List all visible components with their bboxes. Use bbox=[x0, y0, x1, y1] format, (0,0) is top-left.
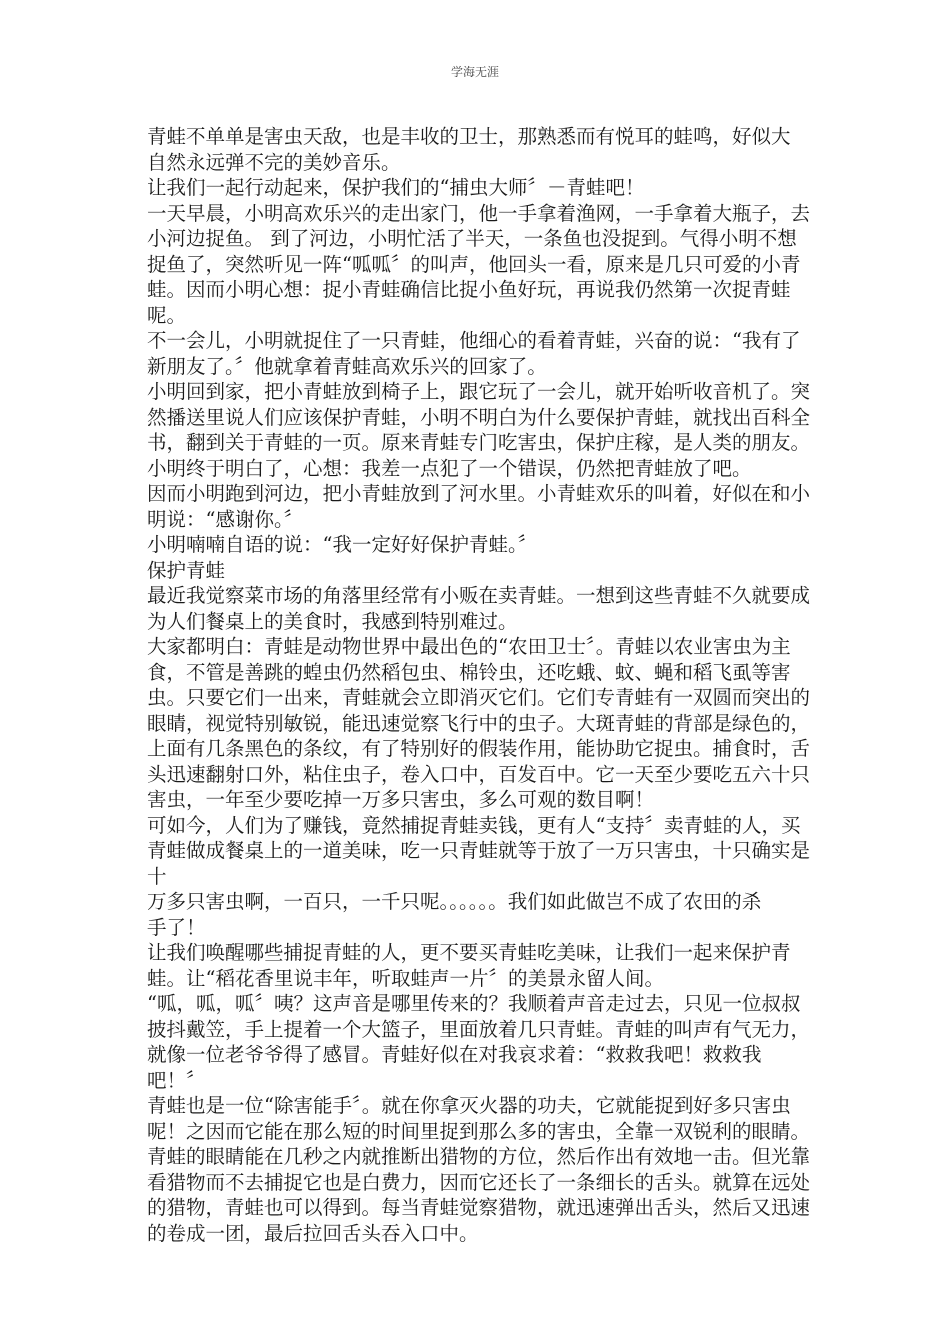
text-line: 蛙。让“稻花香里说丰年，听取蛙声一片〞的美景永留人间。 bbox=[147, 966, 664, 990]
text-line: 头迅速翻射口外，粘住虫子，卷入口中，百发百中。它一天至少要吃五六十只 bbox=[147, 762, 811, 786]
text-line: 书，翻到关于青蛙的一页。原来青蛙专门吃害虫，保护庄稼，是人类的朋友。 bbox=[147, 431, 811, 454]
text-line: 眼睛，视觉特别敏锐，能迅速觉察飞行中的虫子。大斑青蛙的背部是绿色的， bbox=[147, 711, 811, 735]
text-line: 披抖戴笠，手上提着一个大篮子，里面放着几只青蛙。青蛙的叫声有气无力， bbox=[147, 1017, 811, 1041]
text-line: 上面有几条黑色的条纹，有了特别好的假装作用，能协助它捉虫。捕食时，舌 bbox=[147, 737, 811, 760]
text-line: 呢。 bbox=[147, 303, 187, 327]
text-line: 蛙。因而小明心想：捉小青蛙确信比捉小鱼好玩，再说我仍然第一次捉青蛙 bbox=[147, 278, 791, 301]
text-line: 大家都明白：青蛙是动物世界中最出色的“农田卫士〞。青蛙以农业害虫为主 bbox=[147, 635, 791, 658]
text-line: 虫。只要它们一出来，青蛙就会立即消灭它们。它们专青蛙有一双圆而突出的 bbox=[147, 686, 811, 709]
text-line: 让我们一起行动起来，保护我们的“捕虫大师〞－青蛙吧！ bbox=[147, 176, 645, 199]
text-line: 十 bbox=[147, 864, 167, 888]
text-line: 为人们餐桌上的美食时，我感到特别难过。 bbox=[147, 609, 518, 633]
page-header: 学海无涯 bbox=[450, 65, 499, 79]
text-line: 然播送里说人们应该保护青蛙，小明不明白为什么要保护青蛙，就找出百科全 bbox=[147, 405, 811, 429]
text-line: 明说：“感谢你。〞 bbox=[147, 507, 304, 531]
text-line: 吧！〞 bbox=[147, 1068, 206, 1092]
text-line: 因而小明跑到河边，把小青蛙放到了河水里。小青蛙欢乐的叫着，好似在和小 bbox=[147, 482, 811, 505]
section-heading: 保护青蛙 bbox=[147, 558, 226, 582]
text-line: 自然永远弹不完的美妙音乐。 bbox=[147, 150, 401, 174]
text-line: 新朋友了。〞他就拿着青蛙高欢乐兴的回家了。 bbox=[147, 354, 547, 378]
text-line: 不一会儿，小明就捉住了一只青蛙，他细心的看着青蛙，兴奋的说：“我有了 bbox=[147, 329, 801, 352]
text-line: 青蛙也是一位“除害能手〞。就在你拿灭火器的功夫，它就能捉到好多只害虫 bbox=[147, 1094, 791, 1117]
text-line: 手了！ bbox=[147, 915, 206, 939]
text-line: 让我们唤醒哪些捕捉青蛙的人，更不要买青蛙吃美味，让我们一起来保护青 bbox=[147, 941, 791, 964]
text-line: 青蛙不单单是害虫天敌，也是丰收的卫士，那熟悉而有悦耳的蛙鸣，好似大 bbox=[147, 125, 791, 148]
text-line: 最近我觉察菜市场的角落里经常有小贩在卖青蛙。一想到这些青蛙不久就要成 bbox=[147, 584, 811, 607]
text-line: 呢！之因而它能在那么短的时间里捉到那么多的害虫，全靠一双锐利的眼睛。 bbox=[147, 1119, 811, 1143]
text-line: 青蛙做成餐桌上的一道美味，吃一只青蛙就等于放了一万只害虫，十只确实是 bbox=[147, 839, 811, 862]
text-line: 害虫，一年至少要吃掉一万多只害虫，多么可观的数目啊！ bbox=[147, 788, 655, 811]
text-line: 小明喃喃自语的说：“我一定好好保护青蛙。〞 bbox=[147, 533, 538, 556]
text-line: 可如今，人们为了赚钱，竟然捕捉青蛙卖钱，更有人“支持〞卖青蛙的人，买 bbox=[147, 813, 801, 837]
text-line: 食，不管是善跳的蝗虫仍然稻包虫、棉铃虫，还吃蛾、蚊、蝇和稻飞虱等害 bbox=[147, 660, 791, 684]
text-line: 青蛙的眼睛能在几秒之内就推断出猎物的方位，然后作出有效地一击。但光靠 bbox=[147, 1145, 811, 1168]
text-line: 就像一位老爷爷得了感冒。青蛙好似在对我哀求着：“救救我吧！救救我 bbox=[147, 1043, 762, 1066]
text-line: 一天早晨，小明高欢乐兴的走出家门，他一手拿着渔网，一手拿着大瓶子，去 bbox=[147, 201, 811, 225]
text-line: 的卷成一团，最后拉回舌头吞入口中。 bbox=[147, 1221, 479, 1245]
text-line: “呱，呱，呱〞咦？这声音是哪里传来的？我顺着声音走过去，只见一位叔叔 bbox=[147, 992, 801, 1015]
text-line: 捉鱼了，突然听见一阵“呱呱〞的叫声，他回头一看，原来是几只可爱的小青 bbox=[147, 252, 801, 276]
document-body bbox=[147, 124, 811, 1246]
text-line: 小河边捉鱼。 到了河边，小明忙活了半天，一条鱼也没捉到。气得小明不想 bbox=[147, 227, 797, 250]
text-line: 万多只害虫啊，一百只，一千只呢。。。。。。我们如此做岂不成了农田的杀 bbox=[147, 890, 762, 913]
text-line: 看猎物而不去捕捉它也是白费力，因而它还长了一条细长的舌头。就算在远处 bbox=[147, 1170, 811, 1194]
text-line: 小明终于明白了，心想：我差一点犯了一个错误，仍然把青蛙放了吧。 bbox=[147, 456, 752, 480]
text-line: 的猎物，青蛙也可以得到。每当青蛙觉察猎物，就迅速弹出舌头，然后又迅速 bbox=[147, 1196, 811, 1219]
text-line: 小明回到家，把小青蛙放到椅子上，跟它玩了一会儿，就开始听收音机了。突 bbox=[147, 380, 811, 403]
